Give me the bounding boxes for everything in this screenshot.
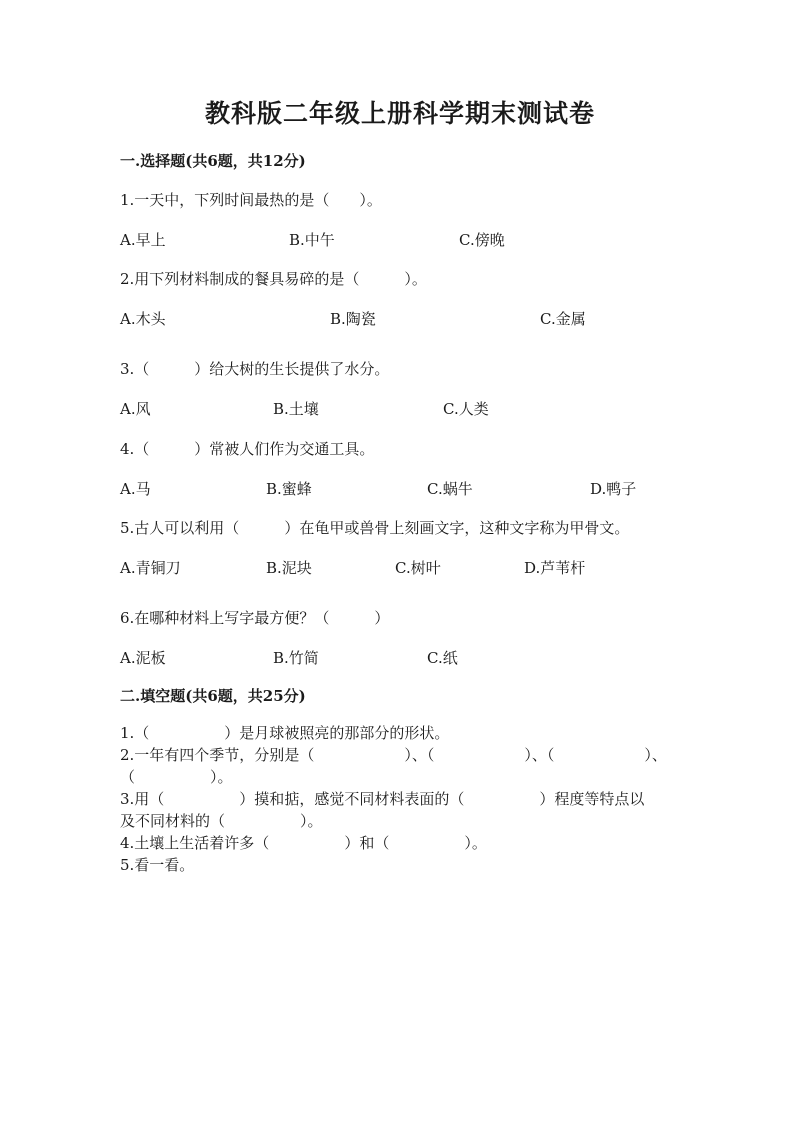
q3-option-c: C.人类 (443, 400, 489, 418)
section-heading-fill: 二.填空题(共6题，共25分) (120, 687, 306, 705)
q3-option-a: A.风 (120, 400, 151, 418)
question-6: 6.在哪种材料上写字最方便？（ ） (120, 609, 390, 627)
q5-option-b: B.泥块 (266, 559, 312, 577)
q6-option-b: B.竹简 (273, 649, 319, 667)
q1-option-b: B.中午 (289, 231, 335, 249)
question-3: 3.（ ）给大树的生长提供了水分。 (120, 360, 390, 378)
fill-line-4: 4.土壤上生活着许多（ ）和（ ）。 (120, 834, 487, 852)
fill-line-2-cont: （ ）。 (120, 768, 233, 786)
q5-option-d: D.芦苇杆 (524, 559, 586, 577)
fill-line-3: 3.用（ ）摸和掂，感觉不同材料表面的（ ）程度等特点以 (120, 790, 645, 808)
question-1: 1.一天中，下列时间最热的是（ ）。 (120, 191, 382, 209)
q6-option-c: C.纸 (427, 649, 458, 667)
question-5: 5.古人可以利用（ ）在龟甲或兽骨上刻画文字，这种文字称为甲骨文。 (120, 519, 630, 537)
fill-line-2: 2.一年有四个季节，分别是（ ）、（ ）、（ ）、 (120, 746, 667, 764)
q5-option-a: A.青铜刀 (120, 559, 181, 577)
question-2: 2.用下列材料制成的餐具易碎的是（ ）。 (120, 270, 427, 288)
q2-option-c: C.金属 (540, 310, 586, 328)
q4-option-b: B.蜜蜂 (266, 480, 312, 498)
q3-option-b: B.土壤 (273, 400, 319, 418)
q1-option-a: A.早上 (120, 231, 166, 249)
q4-option-a: A.马 (120, 480, 151, 498)
section-heading-choice: 一.选择题(共6题，共12分) (120, 152, 306, 170)
q4-option-d: D.鸭子 (590, 480, 637, 498)
q6-option-a: A.泥板 (120, 649, 166, 667)
page-title: 教科版二年级上册科学期末测试卷 (204, 99, 595, 128)
q5-option-c: C.树叶 (395, 559, 441, 577)
fill-line-5: 5.看一看。 (120, 856, 195, 874)
q2-option-a: A.木头 (120, 310, 166, 328)
fill-line-1: 1.（ ）是月球被照亮的那部分的形状。 (120, 724, 450, 742)
question-4: 4.（ ）常被人们作为交通工具。 (120, 440, 375, 458)
q4-option-c: C.蜗牛 (427, 480, 473, 498)
q1-option-c: C.傍晚 (459, 231, 505, 249)
q2-option-b: B.陶瓷 (330, 310, 376, 328)
fill-line-3-cont: 及不同材料的（ ）。 (120, 812, 323, 830)
